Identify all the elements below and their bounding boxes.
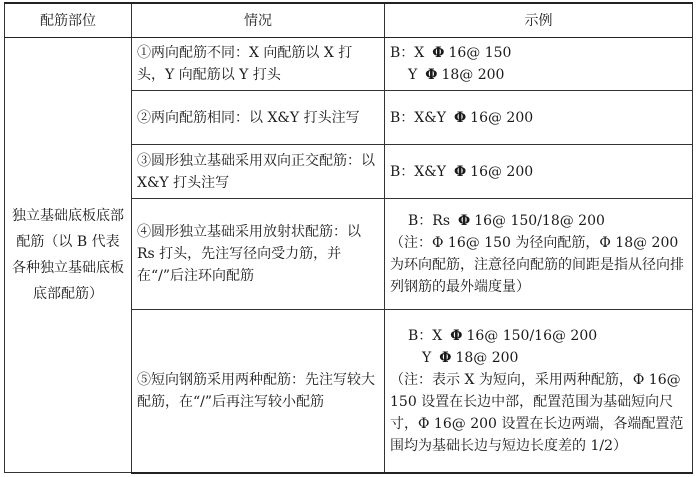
- example-cell: [385, 38, 693, 91]
- example-prefix: B：X&Y: [390, 109, 446, 126]
- rebar-symbol-icon: Φ: [439, 349, 452, 366]
- example-cell: [385, 145, 693, 199]
- header-example: 示例: [385, 3, 693, 38]
- rebar-symbol-icon: Φ: [425, 67, 438, 83]
- example-spec: 18@ 200: [455, 349, 519, 366]
- example-prefix: Y: [408, 67, 418, 83]
- example-note: （注：Φ 16@ 150 为径向配筋，Φ 18@ 200 为环向配筋，注意径向配筋的间距是指从径向排列钢筋的最外端度量）: [390, 235, 684, 295]
- rebar-symbol-icon: Φ: [450, 327, 463, 344]
- example-spec: 16@ 150/16@ 200: [466, 327, 598, 344]
- example-line: [390, 325, 687, 347]
- example-prefix: B：X: [408, 327, 443, 344]
- example-line: [390, 107, 687, 129]
- example-prefix: B：X: [390, 45, 425, 61]
- example-line: [390, 347, 687, 369]
- part-cell: 独立基础底板底部配筋（以 B 代表各种独立基础底板底部配筋）: [5, 38, 132, 473]
- example-cell: [385, 91, 693, 145]
- example-cell: [385, 310, 693, 473]
- header-condition: 情况: [132, 3, 385, 38]
- example-line: [390, 42, 687, 64]
- header-part: 配筋部位: [5, 3, 132, 38]
- example-spec: 16@ 200: [470, 109, 534, 126]
- example-note: （注：表示 X 为短向，采用两种配筋，Φ 16@ 150 设置在长边中部，配置范围为基础短向尺寸，Φ 16@ 200 设置在长边两端，各端配置范围均为基础长边与短边长度差的 1/2）: [390, 371, 684, 454]
- table-row: [5, 38, 693, 91]
- rebar-symbol-icon: Φ: [432, 45, 445, 61]
- condition-cell: ④圆形独立基础采用放射状配筋：以 Rs 打头，先注写径向受力筋，并在“/”后注环向配筋: [132, 199, 385, 310]
- example-spec: 16@ 200: [470, 163, 534, 180]
- header-row: [5, 3, 693, 38]
- example-prefix: B：X&Y: [390, 163, 446, 180]
- rebar-symbol-icon: Φ: [453, 163, 467, 180]
- rebar-symbol-icon: Φ: [458, 213, 471, 229]
- example-spec: 16@ 150/18@ 200: [474, 213, 605, 229]
- example-spec: 16@ 150: [448, 45, 512, 61]
- rebar-symbol-icon: Φ: [453, 109, 467, 126]
- example-line: [390, 64, 687, 86]
- example-prefix: Y: [422, 349, 432, 366]
- example-line: [390, 210, 687, 232]
- condition-cell: ⑤短向钢筋采用两种配筋：先注写较大配筋，在“/”后再注写较小配筋: [132, 310, 385, 473]
- example-line: [390, 161, 687, 183]
- condition-cell: ②两向配筋相同：以 X&Y 打头注写: [132, 91, 385, 145]
- rebar-notation-table: [4, 2, 693, 474]
- example-cell: [385, 199, 693, 310]
- example-prefix: B：Rs: [408, 213, 451, 229]
- condition-cell: ③圆形独立基础采用双向正交配筋：以 X&Y 打头注写: [132, 145, 385, 199]
- condition-cell: ①两向配筋不同：X 向配筋以 X 打头，Y 向配筋以 Y 打头: [132, 38, 385, 91]
- example-spec: 18@ 200: [441, 67, 505, 83]
